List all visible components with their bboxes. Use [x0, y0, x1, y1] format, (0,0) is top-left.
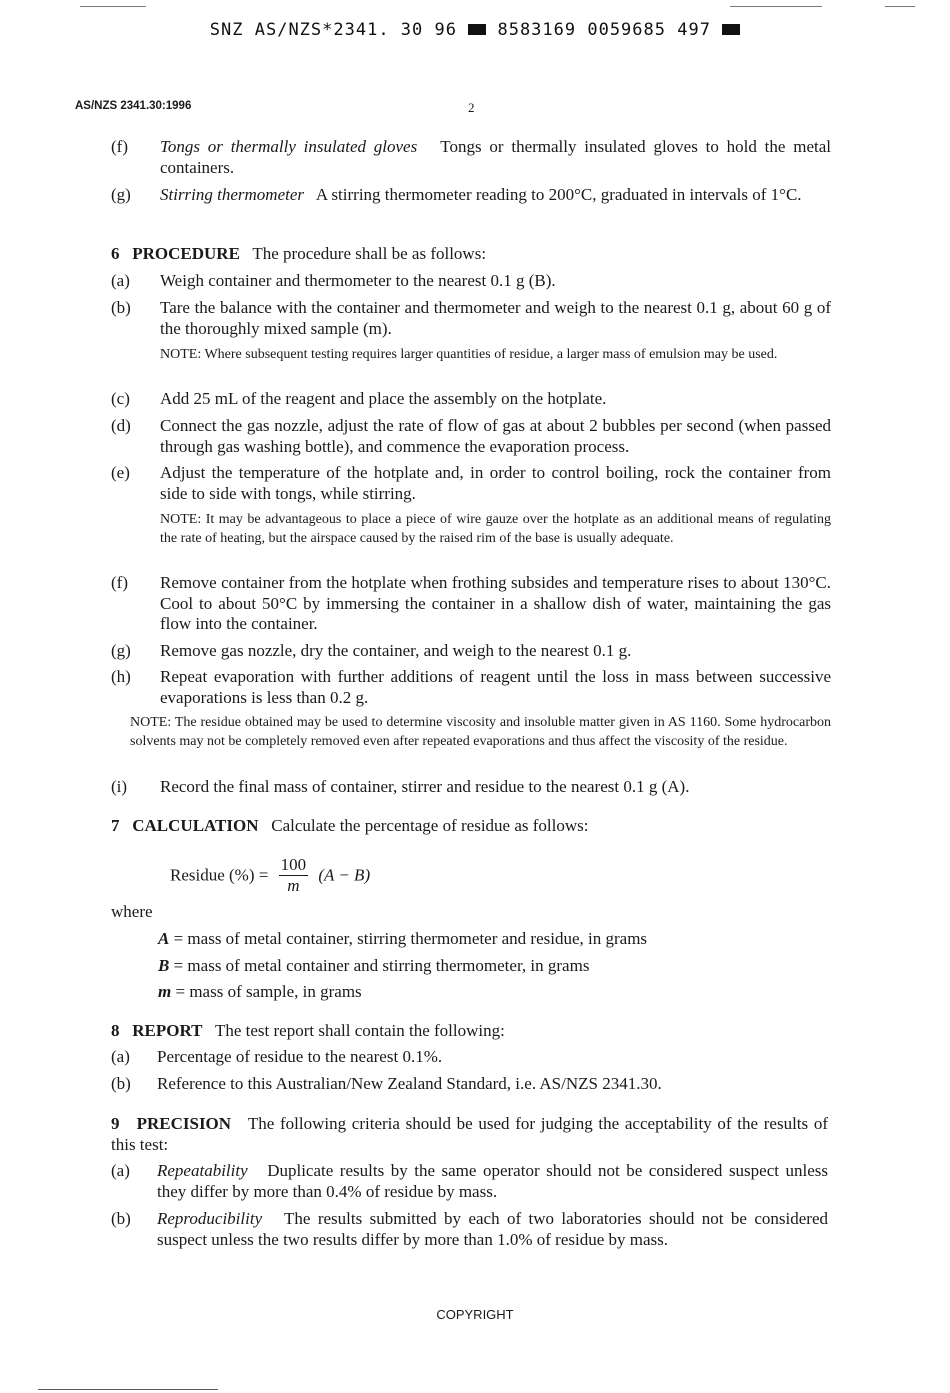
- apparatus-text: Tongs or thermally insulated gloves to hold the metal containers.: [160, 137, 831, 177]
- procedure-step: Remove container from the hotplate when frothing subsides and temperature rises to about 130°C. Cool to about 50°C by immersing the container in a shallow dish of water, maintaining the gas flow into the container.: [160, 573, 831, 633]
- definition-symbol: A: [158, 929, 170, 948]
- step-label: (a): [111, 271, 130, 290]
- step-label: (c): [111, 389, 130, 408]
- section-intro: The following criteria should be used for judging the acceptability of the results of this test:: [111, 1114, 828, 1154]
- procedure-step: Repeat evaporation with further additions of reagent until the loss in mass between successive evaporations is less than 0.2 g.: [160, 667, 831, 707]
- definition-text: = mass of metal container and stirring thermometer, in grams: [173, 956, 590, 975]
- apparatus-label: (f): [111, 137, 128, 156]
- definition-row: [158, 956, 589, 977]
- step-label: (i): [111, 777, 128, 796]
- black-block-mark: [722, 24, 740, 35]
- report-item-label: (a): [111, 1047, 130, 1066]
- step-label: (d): [111, 416, 131, 435]
- section-heading-procedure: [111, 244, 831, 265]
- procedure-note: NOTE: The residue obtained may be used to determine viscosity and insoluble matter given in AS 1160. Some hydrocarbon solvents may not be completely removed even after repeated evaporations and thus affect the viscosity of the residue.: [130, 715, 831, 749]
- section-number: 9: [111, 1114, 120, 1133]
- precision-item: [157, 1209, 828, 1250]
- procedure-step: Tare the balance with the container and thermometer and weigh to the nearest 0.1 g, about 60 g of the thoroughly mixed sample (m).: [160, 298, 831, 338]
- section-title: REPORT: [132, 1021, 203, 1040]
- section-heading-report: [111, 1021, 831, 1042]
- step-label: (h): [111, 667, 131, 686]
- apparatus-item: [160, 137, 831, 178]
- report-item-label: (b): [111, 1074, 131, 1093]
- scan-code-part-b: 8583169 0059685 497: [497, 20, 711, 40]
- procedure-note: NOTE: It may be advantageous to place a piece of wire gauze over the hotplate as an additional means of regulating the rate of heating, but the airspace caused by the raised rim of the base is usually adequate.: [160, 512, 831, 546]
- section-title: PROCEDURE: [132, 244, 240, 263]
- section-number: 7: [111, 816, 120, 835]
- precision-item-label: (b): [111, 1209, 131, 1228]
- scan-artifact-line: [38, 1389, 218, 1390]
- residue-formula: [170, 855, 370, 896]
- definition-text: = mass of sample, in grams: [175, 982, 362, 1001]
- copyright-footer: COPYRIGHT: [436, 1307, 514, 1322]
- scan-header-code: [0, 20, 950, 40]
- definition-text: = mass of metal container, stirring thermometer and residue, in grams: [173, 929, 648, 948]
- step-label: (g): [111, 641, 131, 660]
- section-intro: The procedure shall be as follows:: [252, 244, 487, 263]
- definition-symbol: m: [158, 982, 172, 1001]
- scan-artifact-line: [80, 6, 146, 7]
- scan-artifact-line: [730, 6, 822, 7]
- scan-code-part-a: SNZ AS/NZS*2341. 30 96: [209, 20, 457, 40]
- section-intro: The test report shall contain the following:: [214, 1021, 505, 1040]
- apparatus-text: A stirring thermometer reading to 200°C, graduated in intervals of 1°C.: [315, 185, 802, 204]
- step-label: (e): [111, 463, 130, 482]
- procedure-step: Adjust the temperature of the hotplate and, in order to control boiling, rock the container from side to side with tongs, while stirring.: [160, 463, 831, 503]
- formula-numerator: 100: [280, 855, 307, 874]
- precision-text: Duplicate results by the same operator should not be considered suspect unless they differ by more than 0.4% of residue by mass.: [157, 1161, 829, 1201]
- section-heading-calculation: [111, 816, 831, 837]
- formula-rhs: (A − B): [318, 865, 371, 885]
- procedure-step: Remove gas nozzle, dry the container, and weigh to the nearest 0.1 g.: [160, 641, 632, 660]
- formula-fraction: [279, 855, 309, 896]
- apparatus-item: [160, 185, 831, 206]
- precision-item: [157, 1161, 828, 1202]
- formula-denominator: m: [287, 876, 300, 895]
- step-label: (b): [111, 298, 131, 317]
- section-number: 8: [111, 1021, 120, 1040]
- section-heading-precision: [111, 1114, 828, 1155]
- procedure-step: Connect the gas nozzle, adjust the rate of flow of gas at about 2 bubbles per second (when passed through gas washing bottle), and commence the evaporation process.: [160, 416, 831, 456]
- procedure-step: Add 25 mL of the reagent and place the assembly on the hotplate.: [160, 389, 607, 408]
- section-title: PRECISION: [136, 1114, 232, 1133]
- page-number: 2: [468, 100, 475, 115]
- procedure-note: NOTE: Where subsequent testing requires larger quantities of residue, a larger mass of emulsion may be used.: [160, 347, 778, 362]
- precision-term: Reproducibility: [157, 1209, 263, 1228]
- black-block-mark: [468, 24, 486, 35]
- formula-lhs: Residue (%) =: [170, 865, 269, 885]
- procedure-step: Record the final mass of container, stirrer and residue to the nearest 0.1 g (A).: [160, 777, 690, 796]
- scan-artifact-line: [885, 6, 915, 7]
- document-id: AS/NZS 2341.30:1996: [75, 100, 192, 112]
- procedure-step: Weigh container and thermometer to the nearest 0.1 g (B).: [160, 271, 556, 290]
- precision-term: Repeatability: [157, 1161, 248, 1180]
- precision-text: The results submitted by each of two laboratories should not be considered suspect unless the two results differ by more than 1.0% of residue by mass.: [157, 1209, 828, 1249]
- step-label: (f): [111, 573, 128, 592]
- section-title: CALCULATION: [132, 816, 259, 835]
- report-item: Reference to this Australian/New Zealand Standard, i.e. AS/NZS 2341.30.: [157, 1074, 662, 1093]
- report-item: Percentage of residue to the nearest 0.1%.: [157, 1047, 443, 1066]
- definition-symbol: B: [158, 956, 170, 975]
- precision-item-label: (a): [111, 1161, 130, 1180]
- definition-row: [158, 982, 362, 1003]
- definition-row: [158, 929, 647, 950]
- apparatus-term: Tongs or thermally insulated gloves: [160, 137, 418, 156]
- section-intro: Calculate the percentage of residue as follows:: [271, 816, 589, 835]
- where-label: where: [111, 902, 153, 921]
- apparatus-term: Stirring thermometer: [160, 185, 305, 204]
- section-number: 6: [111, 244, 120, 263]
- apparatus-label: (g): [111, 185, 131, 204]
